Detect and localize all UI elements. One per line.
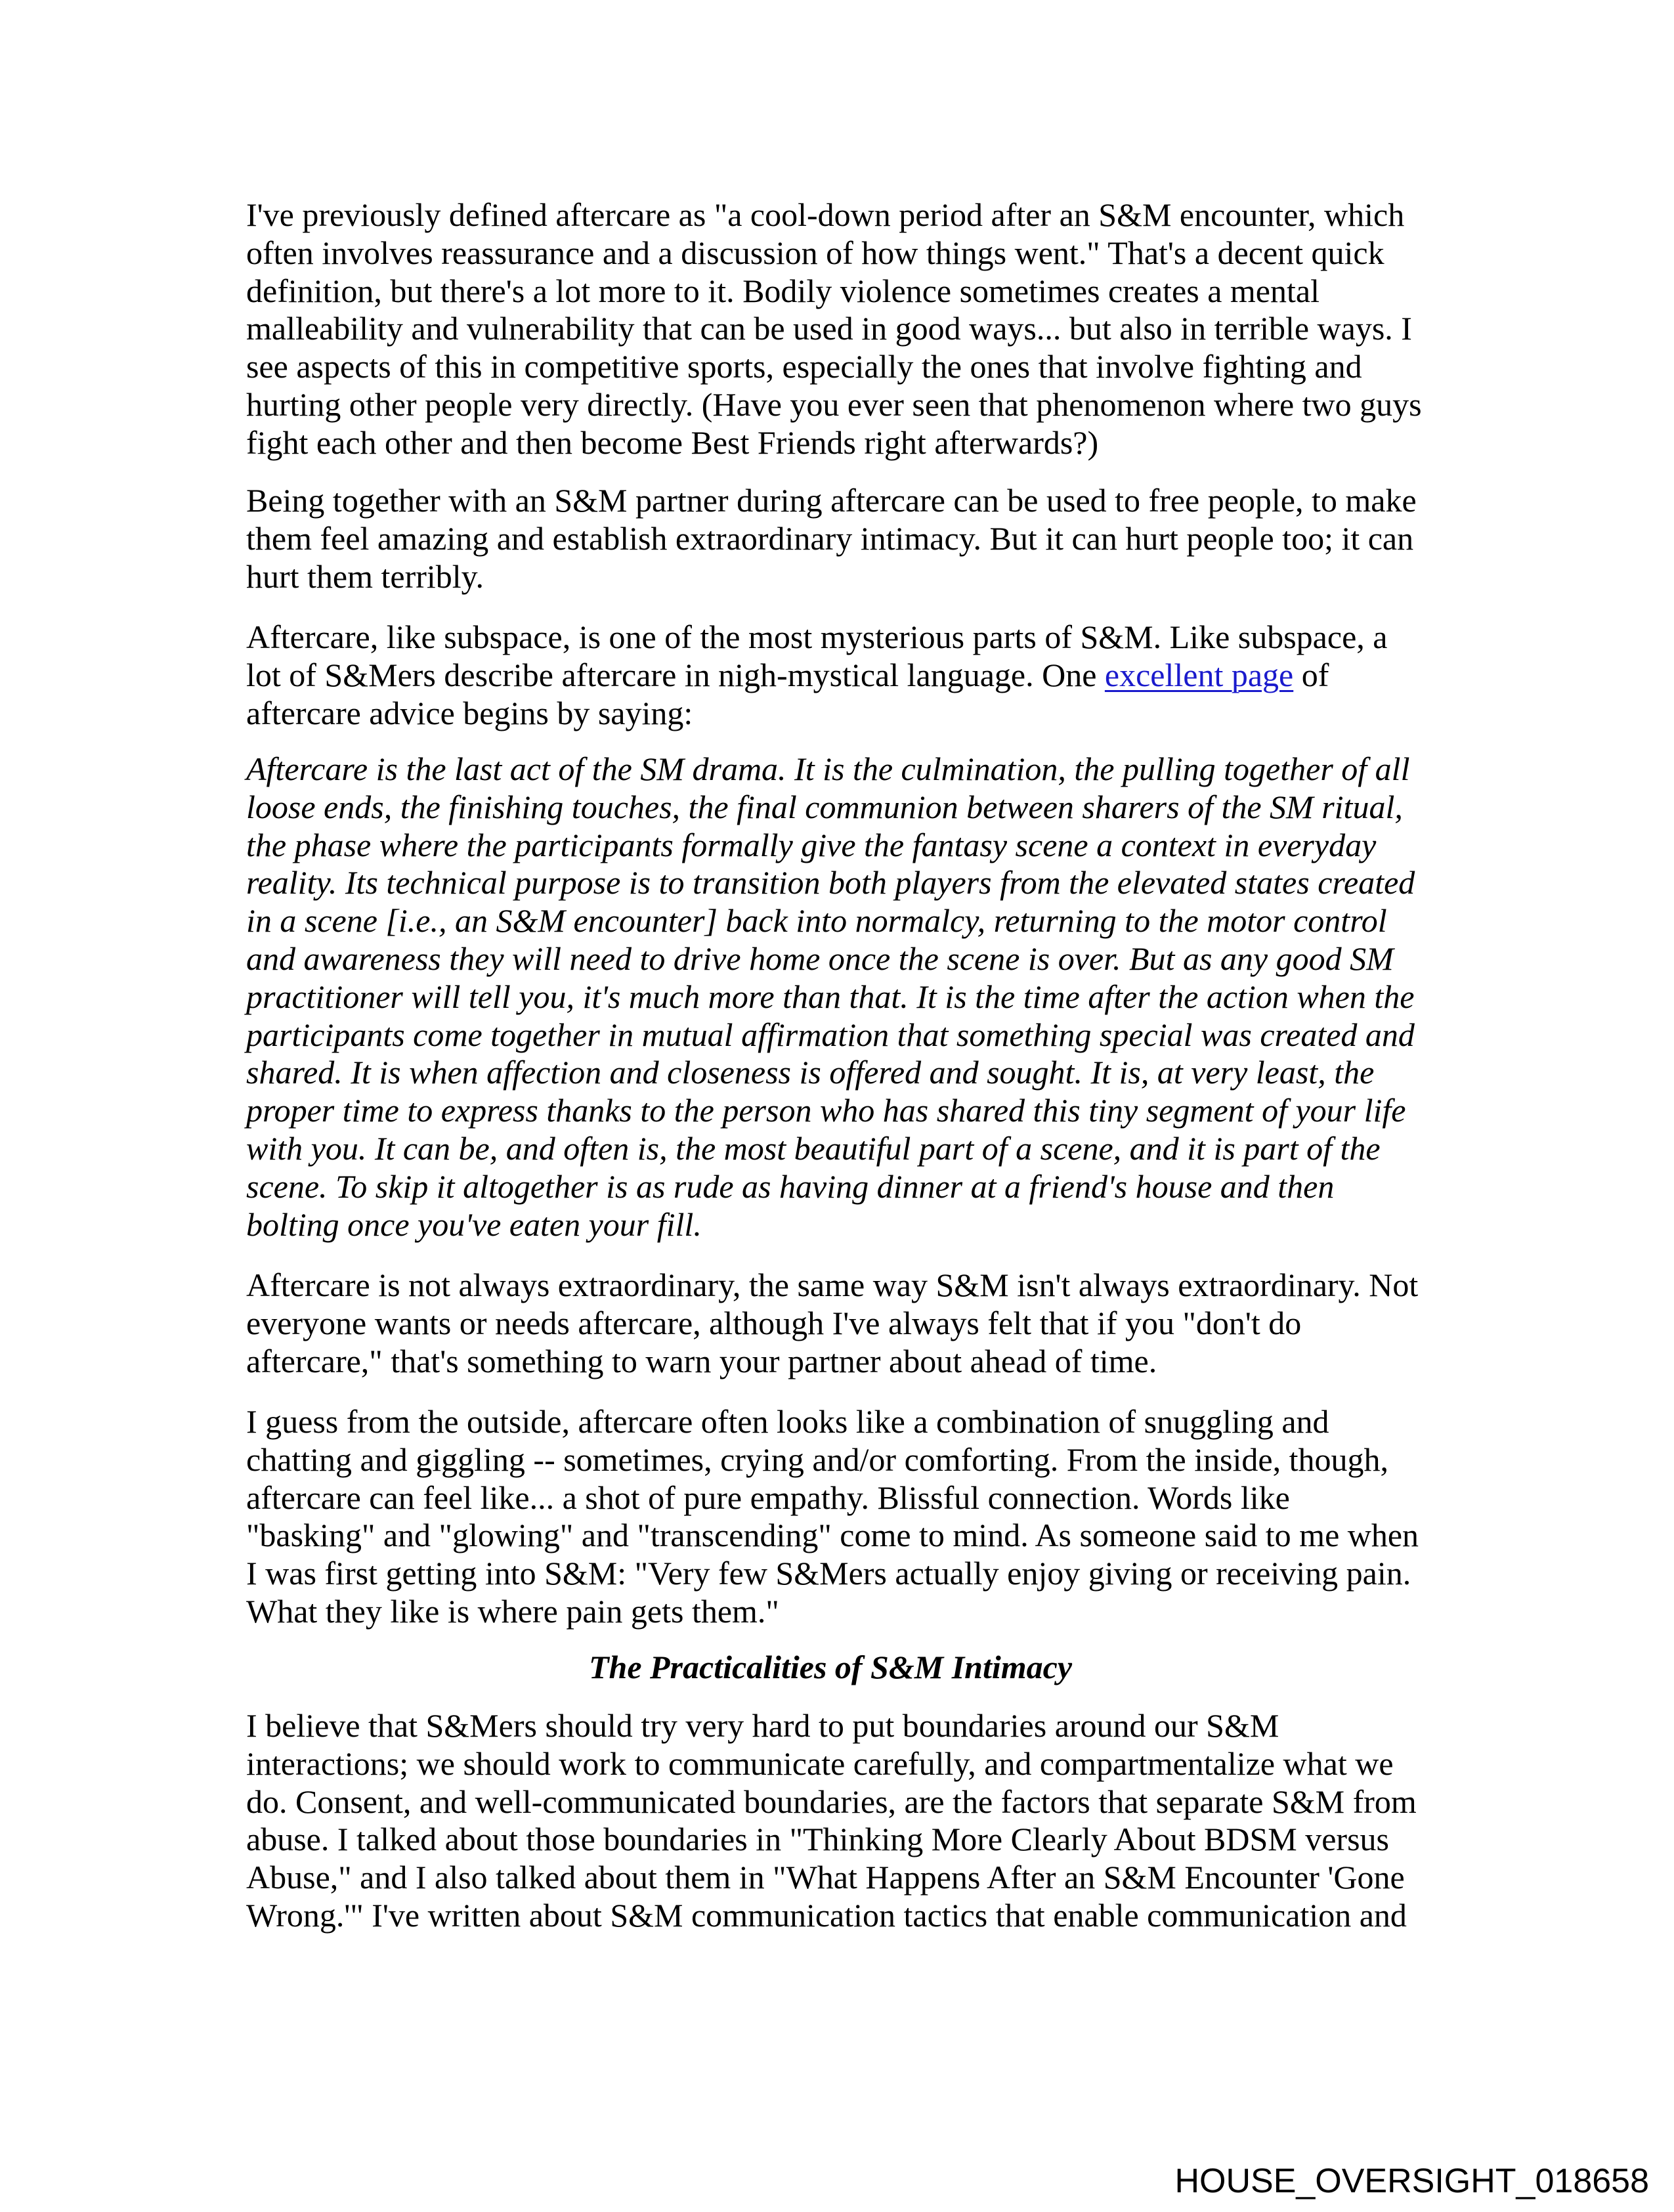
- paragraph-from-the-outside: [246, 1403, 1428, 1631]
- paragraph-not-always-extraordinary: [246, 1267, 1428, 1380]
- text-line: Being together with an S&M partner during aftercare can be used to free people, to make: [246, 482, 1417, 519]
- text-line: Aftercare, like subspace, is one of the most mysterious parts of S&M. Like subspace, a: [246, 618, 1388, 655]
- text-line: abuse. I talked about those boundaries in "Thinking More Clearly About BDSM versus: [246, 1821, 1389, 1858]
- quote-line: Aftercare is the last act of the SM drama. It is the culmination, the pulling together of all: [246, 750, 1410, 787]
- text-line: aftercare," that's something to warn your partner about ahead of time.: [246, 1342, 1157, 1379]
- paragraph-aftercare-definition: [246, 196, 1428, 462]
- section-heading: The Practicalities of S&M Intimacy: [588, 1649, 1073, 1685]
- bates-number: HOUSE_OVERSIGHT_018658: [1174, 2162, 1649, 2200]
- text-line: aftercare can feel like... a shot of pure empathy. Blissful connection. Words like: [246, 1479, 1290, 1516]
- text-segment: of: [1293, 656, 1329, 693]
- text-line: I believe that S&Mers should try very hard to put boundaries around our S&M: [246, 1707, 1279, 1744]
- text-line: Aftercare is not always extraordinary, the same way S&M isn't always extraordinary. Not: [246, 1267, 1419, 1303]
- quote-line: bolting once you've eaten your fill.: [246, 1205, 702, 1243]
- text-line: hurting other people very directly. (Have you ever seen that phenomenon where two guys: [246, 385, 1422, 423]
- excellent-page-link[interactable]: excellent page: [1104, 656, 1294, 693]
- text-line: fight each other and then become Best Friends right afterwards?): [246, 423, 1099, 461]
- paragraph-boundaries: [246, 1707, 1428, 1935]
- text-line: them feel amazing and establish extraordinary intimacy. But it can hurt people too; it can: [246, 519, 1414, 557]
- text-line: everyone wants or needs aftercare, although I've always felt that if you "don't do: [246, 1304, 1302, 1341]
- paragraph-partner-aftercare: [246, 482, 1428, 596]
- text-line: Abuse," and I also talked about them in "What Happens After an S&M Encounter 'Gone: [246, 1859, 1405, 1896]
- quote-line: proper time to express thanks to the person who has shared this tiny segment of your life: [246, 1092, 1406, 1129]
- quote-line: shared. It is when affection and closeness is offered and sought. It is, at very least, the: [246, 1054, 1375, 1091]
- text-line: I've previously defined aftercare as "a cool-down period after an S&M encounter, which: [246, 196, 1405, 233]
- text-line: often involves reassurance and a discussion of how things went." That's a decent quick: [246, 234, 1384, 271]
- text-line: see aspects of this in competitive sports, especially the ones that involve fighting and: [246, 348, 1362, 385]
- text-line: do. Consent, and well-communicated boundaries, are the factors that separate S&M from: [246, 1783, 1417, 1820]
- blockquote-aftercare-quote: [246, 750, 1428, 1244]
- quote-line: and awareness they will need to drive home once the scene is over. But as any good SM: [246, 940, 1394, 977]
- quote-line: practitioner will tell you, it's much more than that. It is the time after the action when the: [246, 978, 1415, 1015]
- text-line: chatting and giggling -- sometimes, crying and/or comforting. From the inside, though,: [246, 1441, 1388, 1478]
- text-line: interactions; we should work to communicate carefully, and compartmentalize what we: [246, 1745, 1394, 1782]
- text-line: "basking" and "glowing" and "transcending" come to mind. As someone said to me when: [246, 1517, 1419, 1554]
- text-line-with-link: [246, 657, 1428, 695]
- text-line: I was first getting into S&M: "Very few S&Mers actually enjoy giving or receiving pain.: [246, 1555, 1411, 1592]
- text-line: definition, but there's a lot more to it. Bodily violence sometimes creates a mental: [246, 272, 1320, 309]
- text-line: What they like is where pain gets them.": [246, 1592, 779, 1630]
- text-line: malleability and vulnerability that can be used in good ways... but also in terrible ways. I: [246, 310, 1412, 347]
- quote-line: participants come together in mutual affirmation that something special was created and: [246, 1016, 1415, 1053]
- paragraph-mysterious-aftercare: [246, 618, 1428, 732]
- text-line: Wrong.'" I've written about S&M communication tactics that enable communication and: [246, 1896, 1407, 1934]
- quote-line: scene. To skip it altogether is as rude as having dinner at a friend's house and then: [246, 1167, 1335, 1205]
- quote-line: loose ends, the finishing touches, the final communion between sharers of the SM ritual,: [246, 788, 1403, 825]
- quote-line: reality. Its technical purpose is to transition both players from the elevated states created: [246, 864, 1415, 901]
- quote-line: in a scene [i.e., an S&M encounter] back into normalcy, returning to the motor control: [246, 902, 1387, 940]
- text-line: I guess from the outside, aftercare often looks like a combination of snuggling and: [246, 1403, 1329, 1440]
- text-segment: lot of S&Mers describe aftercare in nigh-mystical language. One: [246, 656, 1105, 693]
- text-line: aftercare advice begins by saying:: [246, 694, 693, 731]
- quote-line: the phase where the participants formally give the fantasy scene a context in everyday: [246, 826, 1377, 863]
- text-line: hurt them terribly.: [246, 557, 484, 595]
- quote-line: with you. It can be, and often is, the most beautiful part of a scene, and it is part of the: [246, 1129, 1381, 1167]
